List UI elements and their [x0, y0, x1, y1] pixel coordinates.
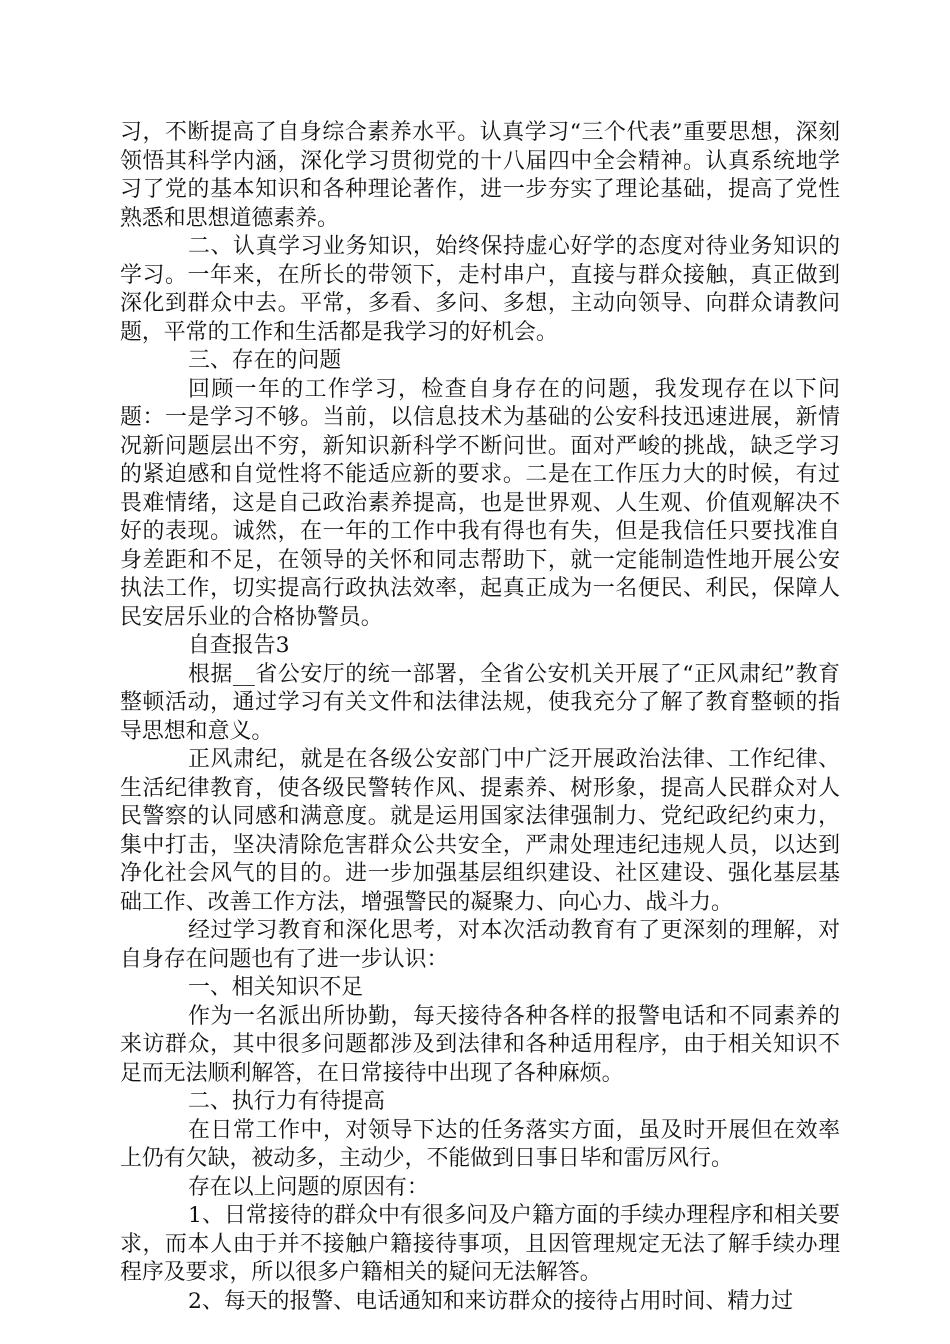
paragraph-continuation: 习，不断提高了自身综合素养水平。认真学习“三个代表”重要思想，深刻领悟其科学内涵，深化学习贯彻党的十八届四中全会精神。认真系统地学习了党的基本知识和各种理论著作，进一步夯实了理论基础，提高了党性熟悉和思想道德素养。	[120, 120, 840, 231]
section-heading-execution: 二、执行力有待提高	[188, 1089, 386, 1114]
report-heading-self-inspection-3: 自查报告3	[188, 633, 290, 658]
paragraph-causes-intro: 存在以上问题的原因有：	[188, 1174, 429, 1200]
paragraph-understanding: 经过学习教育和深化思考，对本次活动教育有了更深刻的理解，对自身存在问题也有了进一步认识：	[120, 918, 840, 972]
section-heading-existing-problems: 三、存在的问题	[188, 348, 342, 373]
section-heading-insufficient-knowledge: 一、相关知识不足	[188, 975, 364, 1000]
paragraph-discipline: 正风肃纪，就是在各级公安部门中广泛开展政治法律、工作纪律、生活纪律教育，使各级民警转作风、提素养、树形象，提高人民群众对人民警察的认同感和满意度。就是运用国家法律强制力、党纪政纪约束力，集中打击，坚决清除危害群众公共安全，严肃处理违纪违规人员，以达到净化社会风气的目的。进一步加强基层组织建设、社区建设、强化基层基础工作、改善工作方法，增强警民的凝聚力、向心力、战斗力。	[120, 747, 840, 915]
paragraph-cause-1: 1、日常接待的群众中有很多问及户籍方面的手续办理程序和相关要求，而本人由于并不接触户籍接待事项，且因管理规定无法了解手续办理程序及要求，所以很多户籍相关的疑问无法解答。	[120, 1203, 840, 1285]
document-body	[120, 119, 840, 1316]
paragraph-study-business-knowledge: 二、认真学习业务知识，始终保持虚心好学的态度对待业务知识的学习。一年来，在所长的带领下，走村串户，直接与群众接触，真正做到深化到群众中去。平常，多看、多问、多想，主动向领导、向群众请教问题，平常的工作和生活都是我学习的好机会。	[120, 234, 840, 345]
paragraph-execution: 在日常工作中，对领导下达的任务落实方面，虽及时开展但在效率上仍有欠缺，被动多，主动少，不能做到日事日毕和雷厉风行。	[120, 1117, 840, 1171]
paragraph-insufficient-knowledge: 作为一名派出所协勤，每天接待各种各样的报警电话和不同素养的来访群众，其中很多问题都涉及到法律和各种适用程序，由于相关知识不足而无法顺利解答，在日常接待中出现了各种麻烦。	[120, 1003, 840, 1086]
paragraph-review-problems: 回顾一年的工作学习，检查自身存在的问题，我发现存在以下问题：一是学习不够。当前，以信息技术为基础的公安科技迅速进展，新情况新问题层出不穷，新知识新科学不断问世。面对严峻的挑战，缺乏学习的紧迫感和自觉性将不能适应新的要求。二是在工作压力大的时候，有过畏难情绪，这是自己政治素养提高，也是世界观、人生观、价值观解决不好的表现。诚然，在一年的工作中我有得也有失，但是我信任只要找准自身差距和不足，在领导的关怀和同志帮助下，就一定能制造性地开展公安执法工作，切实提高行政执法效率，起真正成为一名便民、利民，保障人民安居乐业的合格协警员。	[120, 376, 840, 630]
paragraph-deployment: 根据__省公安厅的统一部署，全省公安机关开展了“正风肃纪”教育整顿活动，通过学习有关文件和法律法规，使我充分了解了教育整顿的指导思想和意义。	[120, 661, 840, 744]
paragraph-cause-2: 2、每天的报警、电话通知和来访群众的接待占用时间、精力过	[188, 1288, 793, 1314]
